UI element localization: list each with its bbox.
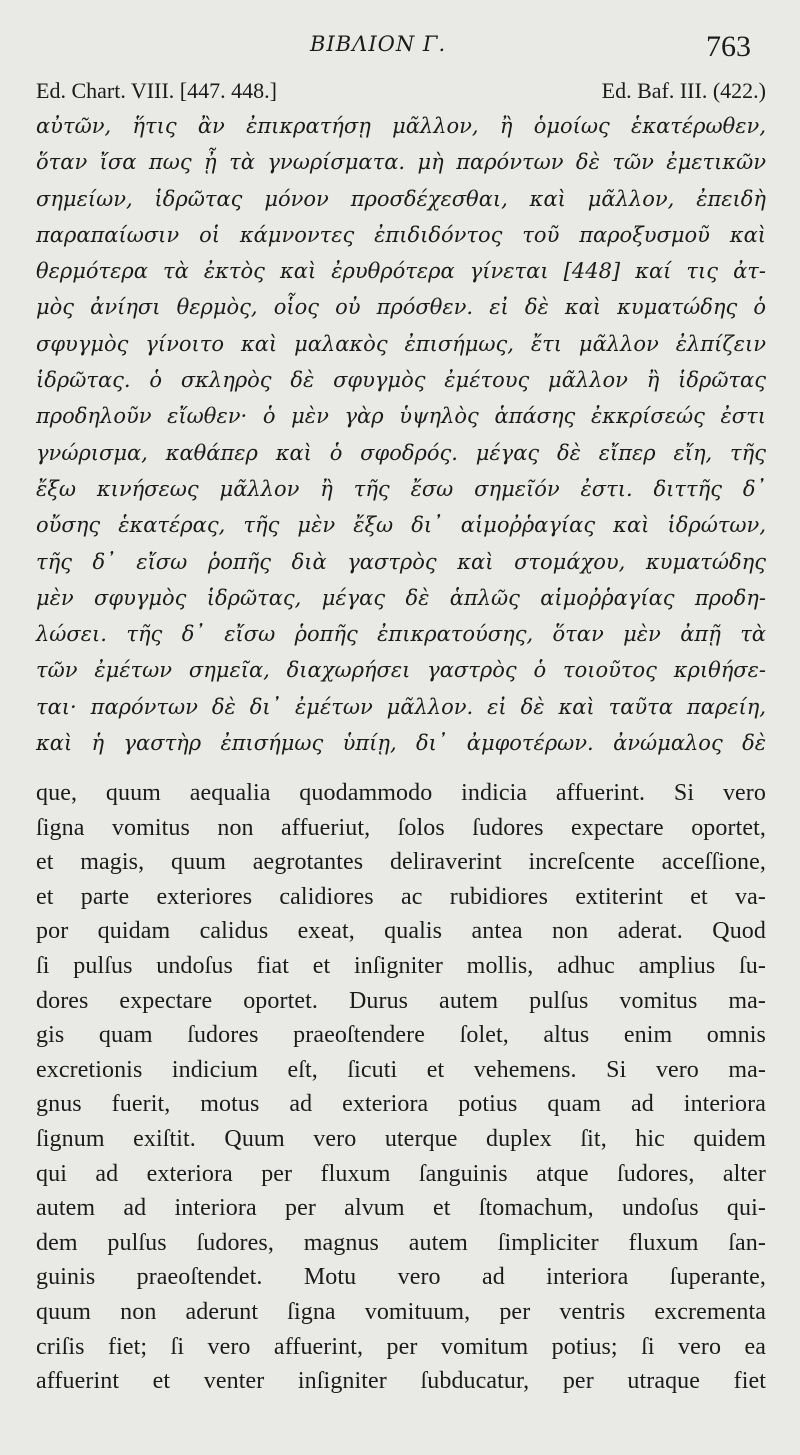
greek-text-line: σημείων, ἱδρῶτας μόνον προσδέχεσθαι, καὶ μᾶλλον, ἐπειδὴ [36,186,766,211]
running-title: ΒΙΒΛΙΟΝ Γ. [310,32,447,56]
greek-text-line: μὸς ἀνίησι θερμὸς, οἷος οὐ πρόσθεν. εἰ δὲ καὶ κυματώδης ὁ [36,295,766,320]
latin-text-line: guinis praeoſtendet. Motu vero ad interiora ſuperante, [36,1264,766,1291]
latin-text-line: affuerint et venter inſigniter ſubducatur, per utraque fiet [36,1368,766,1395]
latin-text-line: gis quam ſudores praeoſtendere ſolet, altus enim omnis [36,1022,766,1049]
latin-text-line: excretionis indicium eſt, ſicuti et vehemens. Si vero ma- [36,1056,766,1083]
latin-text-line: autem ad interiora per alvum et ſtomachum, undoſus qui- [36,1195,766,1222]
greek-text-line: τῶν ἐμέτων σημεῖα, διαχωρήσει γαστρὸς ὁ τοιοῦτος κριθήσε- [36,658,766,683]
greek-text-line: καὶ ἡ γαστὴρ ἐπισήμως ὑπίῃ, δι᾽ ἀμφοτέρων. ἀνώμαλος δὲ [36,731,766,756]
latin-text-line: dem pulſus ſudores, magnus autem ſimpliciter fluxum ſan- [36,1229,766,1256]
greek-text-line: μὲν σφυγμὸς ἱδρῶτας, μέγας δὲ ἁπλῶς αἱμοῤῥαγίας προδη- [36,585,766,610]
greek-text-line: ἔξω κινήσεως μᾶλλον ἢ τῆς ἔσω σημεῖόν ἐστι. διττῆς δ᾽ [36,476,766,501]
latin-text-line: que, quum aequalia quodammodo indicia affuerint. Si vero [36,780,766,806]
latin-text-block [36,776,766,1399]
greek-text-line: οὔσης ἑκατέρας, τῆς μὲν ἔξω δι᾽ αἱμοῤῥαγίας καὶ ἱδρώτων, [36,513,766,538]
latin-text-line: et magis, quum aegrotantes deliraverint increſcente acceſſione, [36,849,766,876]
page-number: 763 [706,30,751,63]
greek-text-line: σφυγμὸς γίνοιτο καὶ μαλακὸς ἐπισήμως, ἔτι μᾶλλον ἐλπίζειν [36,331,766,356]
latin-text-line: qui ad exteriora per fluxum ſanguinis atque ſudores, alter [36,1160,766,1187]
latin-text-line: por quidam calidus exeat, qualis antea non aderat. Quod [36,918,766,945]
latin-text-line: criſis fiet; ſi vero affuerint, per vomitum potius; ſi vero ea [36,1333,766,1360]
latin-text-line: quum non aderunt ſigna vomituum, per ventris excrementa [36,1298,766,1325]
edition-reference-basel: Ed. Baf. III. (422.) [601,78,766,103]
greek-text-line: λώσει. τῆς δ᾽ εἴσω ῥοπῆς ἐπικρατούσης, ὅταν μὲν ἀπῇ τὰ [36,622,766,647]
running-head [0,22,800,72]
latin-text-line: ſignum exiſtit. Quum vero uterque duplex ſit, hic quidem [36,1125,766,1152]
greek-text-line: ται· παρόντων δὲ δι᾽ ἐμέτων μᾶλλον. εἰ δὲ καὶ ταῦτα παρείη, [36,694,766,719]
latin-text-line: ſi pulſus undoſus fiat et inſigniter mollis, adhuc amplius ſu- [36,952,766,979]
edition-reference-line [36,78,766,108]
latin-text-line: ſigna vomitus non affueriut, ſolos ſudores expectare oportet, [36,814,766,841]
greek-text-line: προδηλοῦν εἴωθεν· ὁ μὲν γὰρ ὑψηλὸς ἁπάσης ἐκκρίσεώς ἐστι [36,404,766,429]
greek-text-line: αὐτῶν, ἥτις ἂν ἐπικρατήσῃ μᾶλλον, ἢ ὁμοίως ἑκατέρωθεν, [36,114,766,138]
latin-text-line: dores expectare oportet. Durus autem pulſus vomitus ma- [36,987,766,1014]
greek-text-line: γνώρισμα, καθάπερ καὶ ὁ σφοδρός. μέγας δὲ εἴπερ εἴη, τῆς [36,440,766,465]
edition-reference-chart: Ed. Chart. VIII. [447. 448.] [36,78,277,103]
greek-text-line: ὅταν ἴσα πως ᾖ τὰ γνωρίσματα. μὴ παρόντων δὲ τῶν ἐμετικῶν [36,150,766,175]
greek-text-block [36,108,766,761]
latin-text-line: gnus fuerit, motus ad exteriora potius quam ad interiora [36,1091,766,1118]
greek-text-line: τῆς δ᾽ εἴσω ῥοπῆς διὰ γαστρὸς καὶ στομάχου, κυματώδης [36,549,766,574]
greek-text-line: θερμότερα τὰ ἐκτὸς καὶ ἐρυθρότερα γίνεται [448] καί τις ἀτ- [36,259,766,284]
greek-text-line: παραπαίωσιν οἱ κάμνοντες ἐπιδιδόντος τοῦ παροξυσμοῦ καὶ [36,222,766,247]
latin-text-line: et parte exteriores calidiores ac rubidiores extiterint et va- [36,883,766,910]
greek-text-line: ἱδρῶτας. ὁ σκληρὸς δὲ σφυγμὸς ἐμέτους μᾶλλον ἢ ἱδρῶτας [36,368,766,393]
